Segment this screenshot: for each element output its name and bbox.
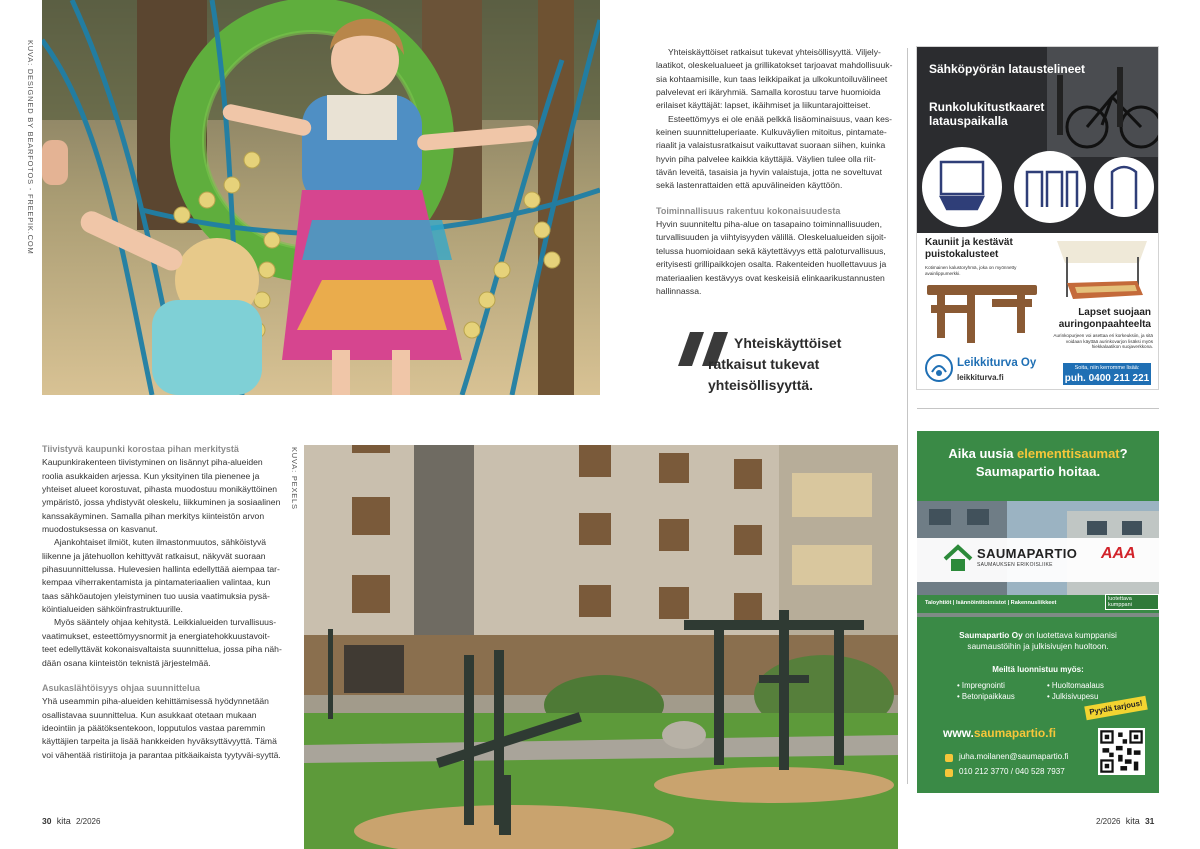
ad-headline-4: Lapset suojaan auringonpaahteelta [1058,307,1151,330]
ad-subtext-4: Aurinkopurjeen voi asettaa eri korkeuksiin, ja sitä voidaan käyttää aurinkovarjon lisäksi myös hiekkalaatikon suojaverkkona. [1053,333,1153,349]
pull-quote-text: Yhteiskäyttöiset ratkaisut tukevat yhteisöllisyyttä. [708,335,842,393]
ad-headline [917,445,1159,481]
company-name: Saumapartio Oy [959,630,1023,640]
photo-credit-1: KUVA: DESIGNED BY BEARFOTOS - FREEPIK.COM [26,40,35,255]
headline-prefix: Aika uusia [948,446,1018,461]
subheading: Toiminnallisuus rakentuu kokonaisuudesta [656,205,841,216]
paragraph: Yhä useammin piha-alueiden kehittämisessä hyödynnetään osallistavaa suunnittelua. Kun asukkaat otetaan mukaan ideointiin ja päätöksentekoon, lopputulos vastaa paremmin käyttäjien tarpeita ja lisää hankkeiden hyväksyttävyyttä. Tämä voi vähentää ristiriitoja ja parantaa pitkäaikaista tyytyväi-syyttä. [42,696,281,760]
paragraph: Yhteiskäyttöiset ratkaisut tukevat yhteisöllisyyttä. Viljely-laatikot, oleskelualueet ja grillikatokset tarjoavat mahdollisuuk-sia kohtaamisille, kun taas leikkipaikat ja ulkokuntoiluvälineet palvelevat eri ikäryhmiä. Samalla korostuu tarve huomioida erilaiset käyttäjät: lapset, ikäihmiset ja liikuntarajoitteiset. [656,47,893,111]
paragraph: Esteettömyys ei ole enää pelkkä lisäominaisuus, vaan kes-keinen suunnitteluperiaate. Kulkuväylien mitoitus, pintamate-riaalit ja valaistusratkaisut vaikuttavat suoraan siihen, kuinka hyvin piha palvelee kaikkia käyttäjiä. Väylien tulee olla riit-tävän leveitä, tasaisia ja hyvin valaistuja, jotta ne soveltuvat sekä lastenrattaiden että apuvälineiden käyttöön. [656,113,893,191]
article-column-right [656,46,896,298]
ad-subtext-3: Kotimainen kalustoryhmä, joka on myönnetty avainlippumerkki. [925,265,1017,276]
phone-icon [945,769,953,777]
ad-separator-rule [917,408,1159,409]
paragraph: Ajankohtaiset ilmiöt, kuten ilmastonmuutos, sähköistyvä liikenne ja jätehuollon kehittyvät ratkaisut, näkyvät suoraan pihasuunnittelussa. Hulevesien hallinta edellyttää aiempaa tar-kempaa viherrakentamista ja pintamateriaalien valintaa, kun taas sähköautojen yleistyminen tuo uusia vaatimuksia pysä-köintialueiden sähköinfrastruktuurille. [42,537,280,615]
headline-line-2: Saumapartio hoitaa. [975,464,1101,479]
ad-dark-panel [917,47,1159,233]
leikkiturva-logo-icon [925,354,953,382]
aaa-rating-badge: AAA [1101,545,1136,562]
paragraph: Hyvin suunniteltu piha-alue on tasapaino toiminnallisuuden, turvallisuuden ja viihtyisyyden välillä. Oleskelualueiden sijoit-telussa huomioidaan sekä käytettävyys että paloturvallisuus, erityisesti grillipaikkojen osalta. Rakenteiden huollettavuus ja materiaalien kestävyys ovat keskeisiä elinkaarikustannusten hallinnassa. [656,219,887,296]
service-item: • Julkisivupesu [1047,692,1099,701]
page-folio-right [1096,816,1154,826]
service-item: • Huoltomaalaus [1047,681,1104,690]
outdoor-gym-photo [304,445,898,849]
phone-number[interactable]: puh. 0400 211 221 [1064,373,1150,384]
playground-photo [42,0,600,395]
client-types: Taloyhtiöt | Isännöintitoimistot | Rakennusliikkeet [925,600,1057,606]
company-url[interactable]: leikkiturva.fi [957,373,1004,382]
subheading: Asukaslähtöisyys ohjaa suunnittelua [42,682,201,693]
magazine-name: kita [1125,816,1140,826]
page-folio-left [42,816,100,826]
body-text: on luotettava kumppanisi [1022,630,1117,640]
phone-label: Soita, niin kerromme lisää: [1074,365,1140,371]
house-logo-icon [943,543,973,573]
service-item: • Betonipaikkaus [957,692,1015,701]
page-number: 31 [1144,816,1155,826]
saumapartio-logo-text: SAUMAPARTIO [977,546,1078,561]
ad-headline-1: Sähköpyörän lataustelineet [929,62,1086,76]
trust-badge: luotettava kumppani [1105,594,1159,610]
email-icon [945,754,953,762]
headline-suffix: ? [1119,446,1128,461]
contact-email[interactable]: juha.moilanen@saumapartio.fi [959,752,1069,761]
saumapartio-url[interactable]: www.saumapartio.fi [943,726,1056,740]
services-title: Meiltä luonnistuu myös: [992,665,1084,674]
paragraph: Myös sääntely ohjaa kehitystä. Leikkialueiden turvallisuus-vaatimukset, esteettömyysnormit ja energiatehokkuustavoit-teet edellyttävät kokonaisvaltaista suunnittelua, jossa piha näh-dään osana kiinteistön teknistä järjestelmää. [42,617,282,668]
page-number: 30 [42,816,52,826]
qr-code[interactable] [1098,728,1145,775]
subheading: Tiivistyvä kaupunki korostaa pihan merkitystä [42,444,239,454]
pull-quote [678,332,893,402]
article-column-left [42,443,284,762]
issue-number: 2/2026 [1096,817,1121,826]
saumapartio-ad[interactable] [917,431,1159,793]
issue-number: 2/2026 [75,817,101,826]
column-divider [907,48,908,784]
photo-credit-2: KUVA: PEXELS [290,447,299,510]
service-item: • Impregnointi [957,681,1005,690]
paragraph: Kaupunkirakenteen tiivistyminen on lisännyt piha-alueiden roolia asukkaiden arjessa. Kun yksityinen tila pienenee ja yhteiset alueet korostuvat, pihasta muodostuu monikäyttöinen ympäristö, jossa yhdistyvät oleskelu, liikkuminen ja sosiaalinen kanssakäyminen. Samalla pihan merkitys kiinteistön arvon muodostuksessa on kasvanut. [42,457,281,535]
body-text: saumaustöihin ja julkisivujen huoltoon. [967,641,1109,651]
headline-highlight: elementtisaumat [1017,446,1120,461]
request-quote-badge[interactable]: Pyydä tarjous! [1084,696,1147,721]
saumapartio-logo-tagline: SAUMAUKSEN ERIKOISLIIKE [977,562,1053,568]
contact-phone[interactable]: 010 212 3770 / 040 528 7937 [959,767,1065,776]
ad-headline-3: Kauniit ja kestävät puistokalusteet [925,237,1013,260]
company-name: Leikkiturva Oy [957,357,1037,369]
magazine-name: kita [56,816,71,826]
leikkiturva-ad[interactable] [916,46,1159,390]
ad-body [917,630,1159,652]
ad-headline-2: Runkolukitustkaaret latauspaikalla [929,100,1045,128]
